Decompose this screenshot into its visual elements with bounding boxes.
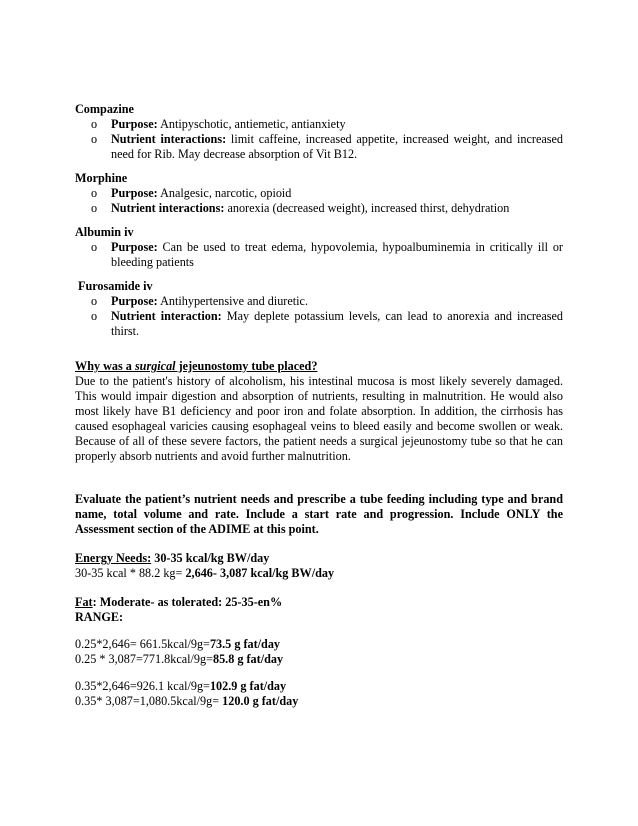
bullet-text: Analgesic, narcotic, opioid <box>157 186 292 200</box>
energy-label: Energy Needs: <box>75 551 152 565</box>
list-item <box>75 132 563 162</box>
bullet-text: anorexia (decreased weight), increased thirst, dehydration <box>224 201 510 215</box>
list-item <box>75 186 563 201</box>
bullet-icon: o <box>91 294 98 308</box>
energy-result: 2,646- 3,087 kcal/kg BW/day <box>185 566 335 580</box>
calc-result: 85.8 g fat/day <box>212 652 284 666</box>
question-heading <box>75 359 563 374</box>
bullet-text: May deplete potassium levels, can lead to anorexia and increased thirst. <box>111 309 563 338</box>
bullet-text: Can be used to treat edema, hypovolemia, hypoalbuminemia in critically ill or bleeding patients <box>111 240 563 269</box>
calc-expression: 0.35*2,646=926.1 kcal/9g= <box>75 679 210 693</box>
question-answer: Due to the patient's history of alcoholism, his intestinal mucosa is most likely severely damaged. This would impair digestion and absorption of nutrients, resulting in malnutrition. He would also most likely have B1 deficiency and poor iron and folate absorption. In addition, the cirrhosis has caused esophageal varicies causing esophageal veins to bleed easily and become swollen or weak. Because of all of these severe factors, the patient needs a surgical jejeunostomy tube so that he can properly absorb nutrients and avoid further malnutrition. <box>75 374 563 463</box>
calc-expression: 0.35* 3,087=1,080.5kcal/9g= <box>75 694 223 708</box>
question-post: jejeunostomy tube placed? <box>175 359 318 373</box>
bullet-icon: o <box>91 132 98 146</box>
bullet-label: Purpose: <box>111 240 158 254</box>
bullet-label: Nutrient interactions: <box>111 201 225 215</box>
calc-line <box>75 652 563 667</box>
drug-name: Albumin iv <box>75 225 134 239</box>
drug-name: Furosamide iv <box>78 279 153 293</box>
instruction-paragraph: Evaluate the patient’s nutrient needs and prescribe a tube feeding including type and brand name, total volume and rate. Include a start rate and progression. Include ONLY the Assessment section of the ADIME at this point. <box>75 492 563 536</box>
energy-needs <box>75 551 563 581</box>
calc-line <box>75 679 563 694</box>
bullet-icon: o <box>91 117 98 131</box>
bullet-text: limit caffeine, increased appetite, increased weight, and increased need for Rib. May decrease absorption of Vit B12. <box>111 132 564 161</box>
question-emph: surgical <box>134 359 176 373</box>
calc-expression: 0.25 * 3,087=771.8kcal/9g= <box>75 652 213 666</box>
drug-compazine <box>75 102 563 162</box>
bullet-label: Nutrient interaction: <box>111 309 222 323</box>
bullet-icon: o <box>91 309 98 323</box>
list-item <box>75 117 563 132</box>
bullet-label: Purpose: <box>111 117 158 131</box>
calc-line <box>75 637 563 652</box>
fat-label: Fat <box>75 595 93 609</box>
calc-result: 73.5 g fat/day <box>209 637 281 651</box>
drug-name: Compazine <box>75 102 134 116</box>
bullet-icon: o <box>91 201 98 215</box>
bullet-label: Purpose: <box>111 186 158 200</box>
calc-line <box>75 694 563 709</box>
range-label: RANGE: <box>75 610 124 624</box>
bullet-text: Antipyschotic, antiemetic, antianxiety <box>157 117 346 131</box>
energy-value: 30-35 kcal/kg BW/day <box>151 551 270 565</box>
drug-albumin <box>75 225 563 270</box>
list-item <box>75 201 563 216</box>
document-page <box>75 102 563 709</box>
fat-needs <box>75 595 563 709</box>
drug-morphine <box>75 171 563 216</box>
fat-value: : Moderate- as tolerated: 25-35-en% <box>92 595 283 609</box>
energy-calc: 30-35 kcal * 88.2 kg= <box>75 566 186 580</box>
calc-expression: 0.25*2,646= 661.5kcal/9g= <box>75 637 210 651</box>
list-item <box>75 309 563 339</box>
calc-result: 102.9 g fat/day <box>209 679 287 693</box>
question-pre: Why was a <box>75 359 135 373</box>
question-section <box>75 359 563 464</box>
bullet-icon: o <box>91 240 98 254</box>
bullet-text: Antihypertensive and diuretic. <box>157 294 308 308</box>
drug-furosamide <box>75 279 563 339</box>
list-item <box>75 240 563 270</box>
calc-result: 120.0 g fat/day <box>222 694 299 708</box>
list-item <box>75 294 563 309</box>
bullet-label: Nutrient interactions: <box>111 132 227 146</box>
drug-name: Morphine <box>75 171 128 185</box>
bullet-label: Purpose: <box>111 294 158 308</box>
bullet-icon: o <box>91 186 98 200</box>
